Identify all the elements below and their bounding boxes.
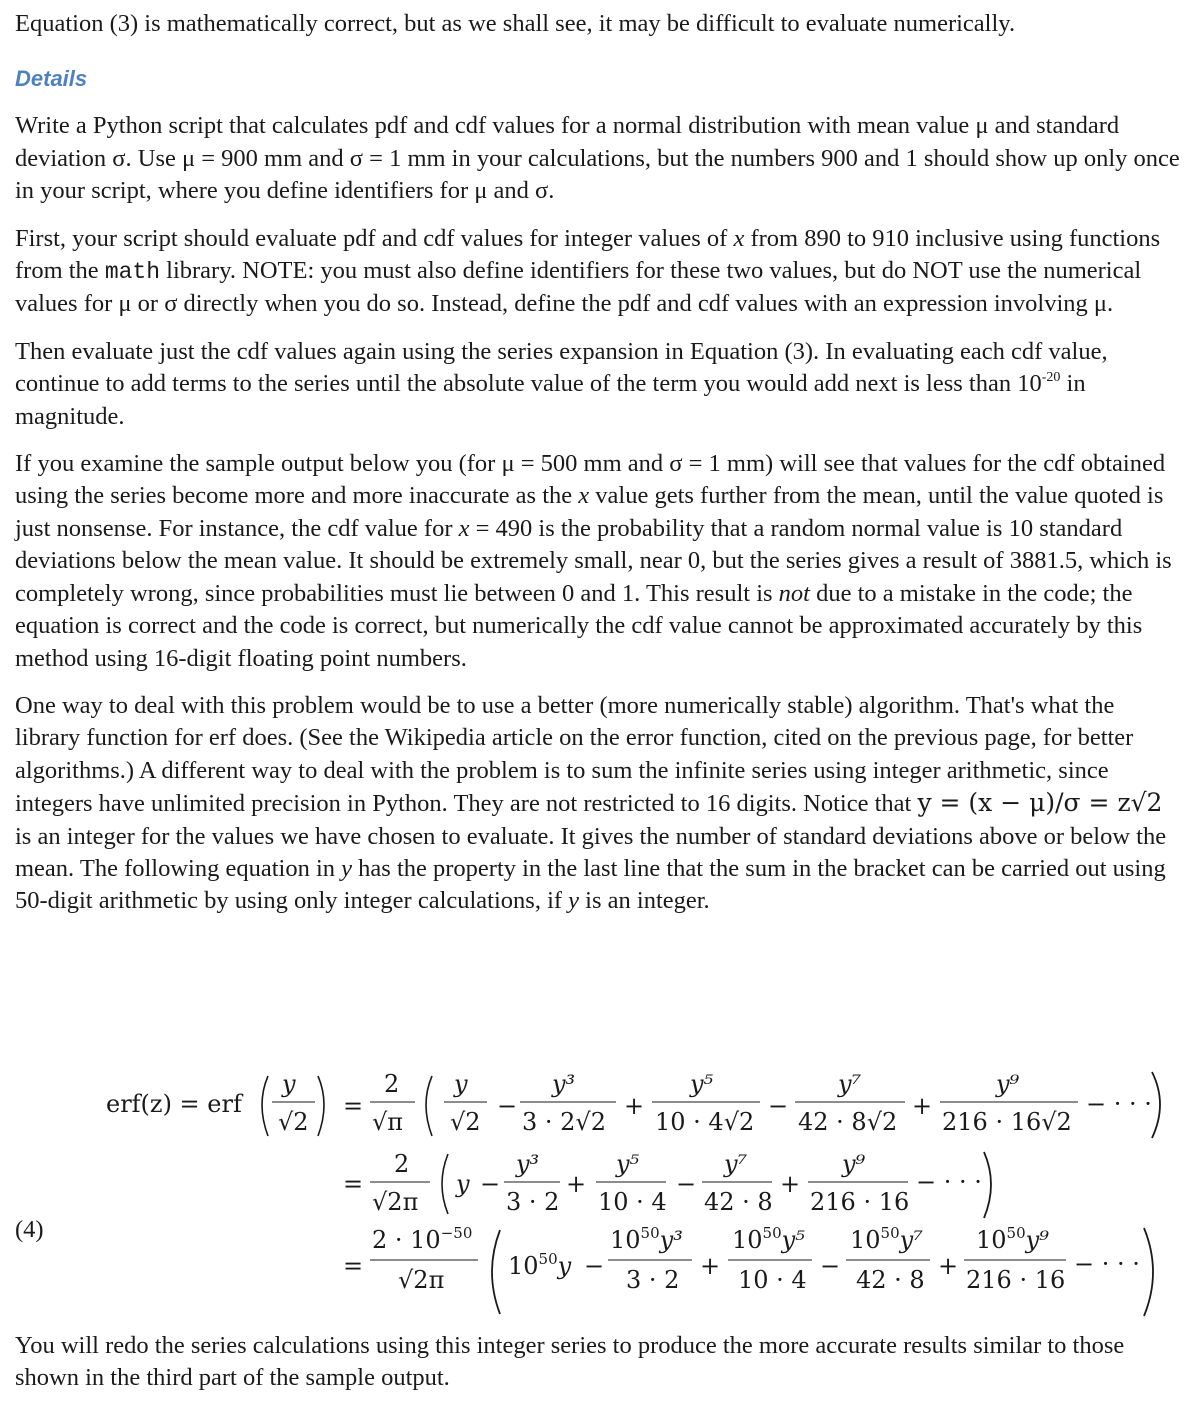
section-heading-details: Details xyxy=(15,66,88,92)
svg-text:3 · 2: 3 · 2 xyxy=(506,1188,560,1216)
frac-y: y xyxy=(282,1070,296,1098)
svg-text:√2π: √2π xyxy=(372,1188,419,1216)
svg-text:42 · 8: 42 · 8 xyxy=(856,1266,925,1294)
equation-line-2 xyxy=(343,1150,991,1218)
svg-text:1050y⁷: $10^{50}y^7$ xyxy=(850,1224,923,1254)
svg-text:42 · 8√2: 42 · 8√2 xyxy=(798,1108,898,1136)
paragraph-2: First, your script should evaluate pdf and cdf values for integer values of x from 890 to 910 inclusive using functions from the math library. NOTE: you must also define identifiers for these two values, but do NOT use the numerical values for μ or σ directly when you do so. Instead, define the pdf and cdf values with an expression involving μ. xyxy=(15,224,1161,318)
svg-text:+: + xyxy=(780,1170,801,1198)
svg-text:216 · 16√2: 216 · 16√2 xyxy=(942,1108,1072,1136)
svg-text:2: 2 xyxy=(384,1070,400,1098)
svg-text:−: − xyxy=(768,1092,789,1120)
svg-text:3 · 2: 3 · 2 xyxy=(626,1266,680,1294)
svg-text:=: = xyxy=(343,1252,364,1280)
svg-text:−: − xyxy=(820,1252,841,1280)
paragraph-3: Then evaluate just the cdf values again using the series expansion in Equation (3). In evaluating each cdf value, continue to add terms to the series until the absolute value of the term you would add next is less than $10^{-20}$ in magnitude. xyxy=(15,337,1108,430)
lhs-text: erf(z) = erf xyxy=(106,1090,242,1118)
svg-text:y⁷: y⁷ xyxy=(724,1150,748,1178)
svg-text:−: − xyxy=(497,1092,518,1120)
svg-text:2 · 10−50: $2 \cdot 10^{-50}$ xyxy=(372,1224,473,1254)
final-paragraph: You will redo the series calculations using this integer series to produce the more accurate results similar to those shown in the third part of the sample output. xyxy=(15,1332,1125,1392)
svg-text:y⁵: y⁵ xyxy=(690,1070,714,1098)
svg-text:+: + xyxy=(938,1252,959,1280)
svg-text:y³: y³ xyxy=(552,1070,576,1098)
paragraph-4: If you examine the sample output below you (for μ = 500 mm and σ = 1 mm) will see that values for the cdf obtained using the series become more and more inaccurate as the x value gets further from the mean, until the value quoted is just nonsense. For instance, the cdf value for x = 490 is the probability that a random normal value is 10 standard deviations below the mean value. It should be extremely small, near 0, but the series gives a result of 3881.5, which is completely wrong, since probabilities must lie between 0 and 1. This result is not due to a mistake in the code; the equation is correct and the code is correct, but numerically the cdf value cannot be approximated accurately by this method using 16-digit floating point numbers. xyxy=(15,450,1172,672)
svg-text:1050y: $10^{50}y$ xyxy=(508,1250,572,1280)
svg-text:y⁹: y⁹ xyxy=(996,1070,1020,1098)
document-body xyxy=(15,8,1180,918)
equation-4 xyxy=(0,1062,1191,1322)
equation-label: (4) xyxy=(15,1216,44,1243)
svg-text:√2: √2 xyxy=(278,1108,309,1136)
svg-text:1050y³: $10^{50}y^3$ xyxy=(610,1224,683,1254)
svg-text:− · · ·: − · · · xyxy=(1086,1090,1152,1118)
svg-text:−: − xyxy=(676,1170,697,1198)
svg-text:y⁷: y⁷ xyxy=(838,1070,862,1098)
svg-text:1050y⁵: $10^{50}y^5$ xyxy=(732,1224,805,1254)
svg-text:42 · 8: 42 · 8 xyxy=(704,1188,773,1216)
svg-text:10 · 4: 10 · 4 xyxy=(738,1266,807,1294)
svg-text:y³: y³ xyxy=(516,1150,540,1178)
svg-text:y: y xyxy=(456,1170,470,1198)
svg-text:−: − xyxy=(584,1252,605,1280)
svg-text:216 · 16: 216 · 16 xyxy=(810,1188,910,1216)
intro-paragraph: Equation (3) is mathematically correct, but as we shall see, it may be difficult to evaluate numerically. xyxy=(15,10,1016,37)
svg-text:y⁵: y⁵ xyxy=(616,1150,640,1178)
svg-text:10 · 4√2: 10 · 4√2 xyxy=(655,1108,755,1136)
svg-text:+: + xyxy=(624,1092,645,1120)
svg-text:+: + xyxy=(566,1170,587,1198)
svg-text:− · · ·: − · · · xyxy=(916,1168,982,1196)
svg-text:+: + xyxy=(700,1252,721,1280)
svg-text:√π: √π xyxy=(372,1108,404,1136)
svg-text:10 · 4: 10 · 4 xyxy=(598,1188,667,1216)
paragraph-5: One way to deal with this problem would be to use a better (more numerically stable) algorithm. That's what the library function for erf does. (See the Wikipedia article on the error function, cited on the previous page, for better algorithms.) A different way to deal with the problem is to sum the infinite series using integer arithmetic, since integers have unlimited precision in Python. They are not restricted to 16 digits. Notice that y = (x − μ)/σ = z√2 is an integer for the values we have chosen to evaluate. It gives the number of standard deviations above or below the mean. The following equation in y has the property in the last line that the sum in the bracket can be carried out using 50-digit arithmetic by using only integer calculations, if y is an integer. xyxy=(15,691,1167,915)
equation-line-1 xyxy=(106,1070,1160,1138)
svg-text:−: − xyxy=(480,1170,501,1198)
inline-formula: y = (x − μ)/σ = z√2 xyxy=(917,788,1163,818)
code-math: math xyxy=(104,259,161,286)
svg-text:2: 2 xyxy=(394,1150,410,1178)
svg-text:1050y⁹: $10^{50}y^9$ xyxy=(976,1224,1049,1254)
svg-text:y: y xyxy=(454,1070,468,1098)
svg-text:+: + xyxy=(912,1092,933,1120)
svg-text:3 · 2√2: 3 · 2√2 xyxy=(522,1108,606,1136)
svg-text:− · · ·: − · · · xyxy=(1074,1250,1140,1278)
svg-text:√2: √2 xyxy=(450,1108,481,1136)
svg-text:=: = xyxy=(343,1092,364,1120)
equation-line-3 xyxy=(343,1224,1153,1316)
svg-text:=: = xyxy=(343,1170,364,1198)
paragraph-1: Write a Python script that calculates pdf and cdf values for a normal distribution with mean value μ and standard deviation σ. Use μ = 900 mm and σ = 1 mm in your calculations, but the numbers 900 and 1 should show up only once in your script, where you define identifiers for μ and σ. xyxy=(15,112,1180,205)
svg-text:y⁹: y⁹ xyxy=(842,1150,866,1178)
svg-text:√2π: √2π xyxy=(398,1266,445,1294)
svg-text:216 · 16: 216 · 16 xyxy=(966,1266,1066,1294)
